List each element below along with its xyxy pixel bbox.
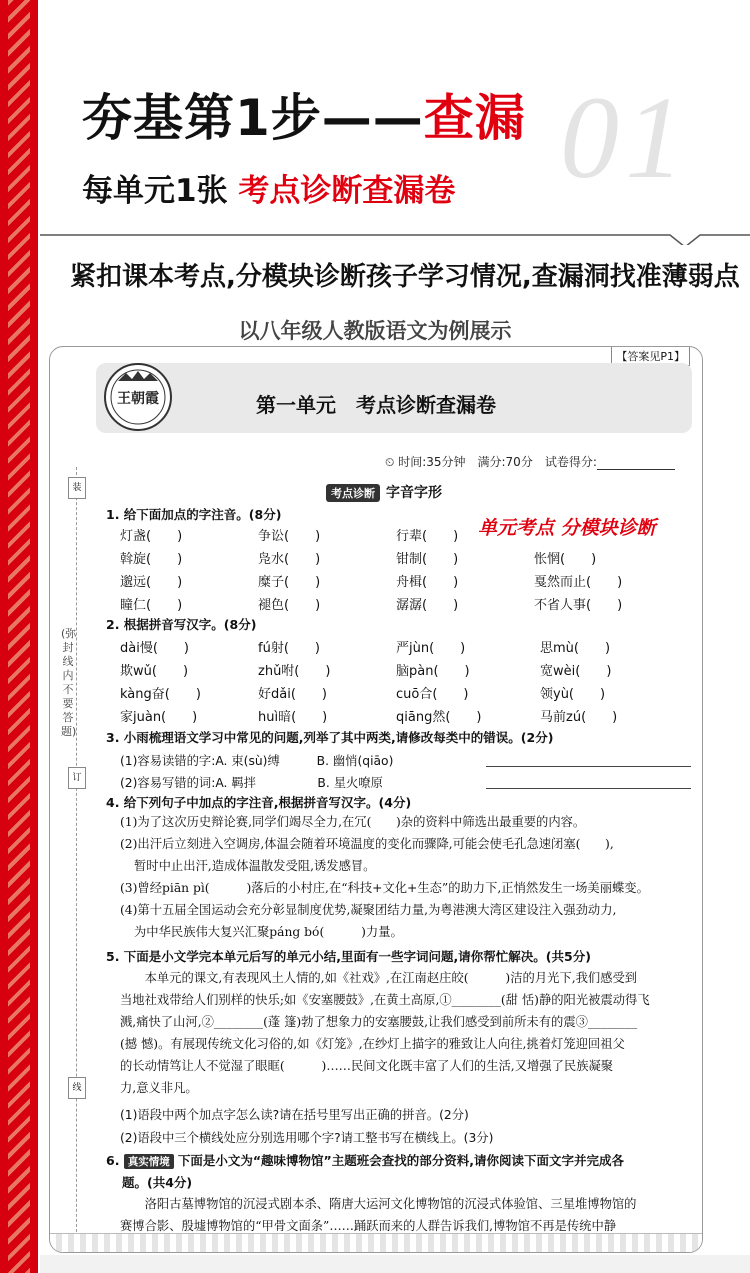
q3-answer-line-2[interactable] bbox=[486, 788, 691, 789]
q5-sub2: (2)语段中三个横线处应分别选用哪个字?请工整书写在横线上。(3分) bbox=[120, 1131, 494, 1145]
q2-item: 严jùn( ) bbox=[396, 641, 466, 656]
section-tag: 考点诊断 bbox=[326, 484, 380, 502]
q2-item: 好dǎi( ) bbox=[258, 687, 327, 702]
q5-body bbox=[120, 967, 690, 1099]
q2-item: fú射( ) bbox=[258, 641, 320, 656]
q6-title bbox=[106, 1151, 624, 1169]
big-step-number: 01 bbox=[560, 72, 690, 203]
binding-margin bbox=[50, 467, 90, 1252]
q5-sub1: (1)语段中两个加点字怎么读?请在括号里写出正确的拼音。(2分) bbox=[120, 1108, 469, 1122]
binding-mark-3: 线 bbox=[68, 1077, 86, 1099]
q2-item: 马前zú( ) bbox=[540, 710, 618, 725]
binding-dashed-line bbox=[76, 467, 77, 1247]
logo-text: 王朝霞 bbox=[117, 391, 159, 407]
q5-line: 的长动情笃让人不觉湿了眼眶( )……民间文化既丰富了人们的生活,又增强了民族凝聚 bbox=[120, 1059, 614, 1073]
q1-item: 褪色( ) bbox=[258, 598, 321, 613]
q2-item: 家juàn( ) bbox=[120, 710, 198, 725]
q4-line: (4)第十五届全国运动会充分彰显制度优势,凝聚团结力量,为粤港澳大湾区建设注入强劲动力, bbox=[120, 903, 617, 917]
clock-icon: ⏲ bbox=[385, 455, 399, 469]
q6-line: 洛阳古墓博物馆的沉浸式剧本杀、隋唐大运河文化博物馆的沉浸式体验馆、三星堆博物馆的 bbox=[120, 1197, 637, 1211]
unit-title: 第一单元 考点诊断查漏卷 bbox=[256, 393, 496, 417]
q2-item: huì暗( ) bbox=[258, 710, 328, 725]
q1-title: 1. 给下面加点的字注音。(8分) bbox=[106, 507, 282, 522]
q2-item: 脑pàn( ) bbox=[396, 664, 470, 679]
exam-meta bbox=[385, 453, 675, 470]
hero-subtitle bbox=[82, 165, 455, 210]
q1-item: 灯盏( ) bbox=[120, 529, 183, 544]
example-caption: 以八年级人教版语文为例展示 bbox=[238, 319, 512, 343]
q6-body bbox=[120, 1193, 690, 1237]
q1-item: 舟楫( ) bbox=[396, 575, 459, 590]
q6-title-text: 下面是小文为“趣味博物馆”主题班会查找的部分资料,请你阅读下面文字并完成各 bbox=[177, 1153, 624, 1168]
q2-item: dài慢( ) bbox=[120, 641, 189, 656]
answer-reference: 【答案见P1】 bbox=[611, 347, 690, 366]
subtitle-red: 考点诊断查漏卷 bbox=[238, 173, 456, 209]
q1-item: 凫水( ) bbox=[258, 552, 321, 567]
q4-line: (1)为了这次历史辩论赛,同学们竭尽全力,在冗( )杂的资料中筛选出最重要的内容。 bbox=[120, 815, 586, 829]
exam-paper bbox=[49, 346, 703, 1253]
ribbon-decoration bbox=[8, 0, 30, 1273]
q3-title: 3. 小雨梳理语文学习中常见的问题,列举了其中两类,请修改每类中的错误。(2分) bbox=[106, 730, 554, 745]
q1-item: 争讼( ) bbox=[258, 529, 321, 544]
slogan: 紧扣课本考点,分模块诊断孩子学习情况,查漏洞找准薄弱点 bbox=[70, 262, 740, 292]
q4-line: (3)曾经piān pì( )落后的小村庄,在“科技+文化+生态”的助力下,正悄然发生一场美丽蝶变。 bbox=[120, 881, 649, 895]
q5-line: 本单元的课文,有表现风土人情的,如《社戏》,在江南赵庄皎( )洁的月光下,我们感受到 bbox=[120, 971, 638, 985]
q6-line: 赛博合影、殷墟博物馆的“甲骨文面条”……踊跃而来的人群告诉我们,博物馆不再是传统中静 bbox=[120, 1219, 617, 1233]
q2-item: cuō合( ) bbox=[396, 687, 469, 702]
q2-item: 欺wǔ( ) bbox=[120, 664, 189, 679]
q6-num: 6. bbox=[106, 1153, 120, 1168]
real-scenario-tag: 真实情境 bbox=[124, 1154, 174, 1169]
q1-item: 潺潺( ) bbox=[396, 598, 459, 613]
bottom-shadow bbox=[40, 1255, 750, 1273]
section-title: 字音字形 bbox=[386, 485, 442, 501]
binding-note: (弥封线内不要答题) bbox=[61, 627, 77, 738]
q2-title: 2. 根据拼音写汉字。(8分) bbox=[106, 617, 257, 632]
score-line bbox=[597, 469, 675, 470]
feature-stamp: 单元考点 分模块诊断 bbox=[478, 517, 656, 539]
hero-title-red: 查漏 bbox=[423, 89, 526, 147]
binding-mark-1: 装 bbox=[68, 477, 86, 499]
hero-title bbox=[82, 78, 526, 150]
q5-line: 溅,痛快了山河,②________(蓬 篷)勃了想象力的安塞腰鼓,让我们感受到前所未有的震③________ bbox=[120, 1015, 638, 1029]
q1-item: 怅惘( ) bbox=[534, 552, 597, 567]
q5-line: 当地社戏带给人们别样的快乐;如《安塞腰鼓》,在黄土高原,①________(甜 恬)静的阳光被震动得飞 bbox=[120, 993, 650, 1007]
q1-item: 斡旋( ) bbox=[120, 552, 183, 567]
q1-item: 不省人事( ) bbox=[534, 598, 623, 613]
q1-item: 戛然而止( ) bbox=[534, 575, 623, 590]
q4-title: 4. 给下列句子中加点的字注音,根据拼音写汉字。(4分) bbox=[106, 795, 412, 810]
q1-item: 糜子( ) bbox=[258, 575, 321, 590]
q2-item: kàng奋( ) bbox=[120, 687, 201, 702]
q2-item: 思mù( ) bbox=[540, 641, 611, 656]
q3-line2: (2)容易写错的词:A. 羁拌 B. 星火嘹原 bbox=[120, 776, 383, 790]
q4-body bbox=[120, 811, 690, 943]
chevron-divider bbox=[40, 205, 750, 245]
q5-title: 5. 下面是小文学完本单元后写的单元小结,里面有一些字词问题,请你帮忙解决。(共5分) bbox=[106, 949, 591, 964]
q3-line1: (1)容易读错的字:A. 束(sù)缚 B. 幽悄(qiāo) bbox=[120, 754, 394, 768]
q6-title-cont: 题。(共4分) bbox=[122, 1175, 193, 1190]
q1-item: 行辈( ) bbox=[396, 529, 459, 544]
q2-item: qiāng然( ) bbox=[396, 710, 482, 725]
q4-line: 为中华民族伟大复兴汇聚páng bó( )力量。 bbox=[134, 925, 403, 939]
q1-item: 钳制( ) bbox=[396, 552, 459, 567]
q2-item: 宽wèi( ) bbox=[540, 664, 612, 679]
subtitle-black: 每单元1张 bbox=[82, 173, 228, 209]
q3-answer-line-1[interactable] bbox=[486, 766, 691, 767]
q4-line: (2)出汗后立刻进入空调房,体温会随着环境温度的变化而骤降,可能会使毛孔急速闭塞( ), bbox=[120, 837, 614, 851]
torn-paper-edge bbox=[50, 1233, 702, 1252]
q2-item: zhǔ咐( ) bbox=[258, 664, 331, 679]
meta-text: 时间:35分钟 满分:70分 试卷得分: bbox=[398, 455, 597, 469]
q4-line: 暂时中止出汗,造成体温散发受阻,诱发感冒。 bbox=[134, 859, 376, 873]
q1-item: 邈远( ) bbox=[120, 575, 183, 590]
q5-line: (撼 憾)。有展现传统文化习俗的,如《灯笼》,在纱灯上描字的雅致让人向往,挑着灯笼迎回祖父 bbox=[120, 1037, 625, 1051]
q5-line: 力,意义非凡。 bbox=[120, 1081, 198, 1095]
section-header bbox=[326, 482, 442, 502]
q1-item: 瞳仁( ) bbox=[120, 598, 183, 613]
q2-item: 领yù( ) bbox=[540, 687, 606, 702]
hero-title-black: 夯基第1步—— bbox=[82, 89, 424, 147]
left-decorative-band bbox=[0, 0, 38, 1273]
binding-mark-2: 订 bbox=[68, 767, 86, 789]
